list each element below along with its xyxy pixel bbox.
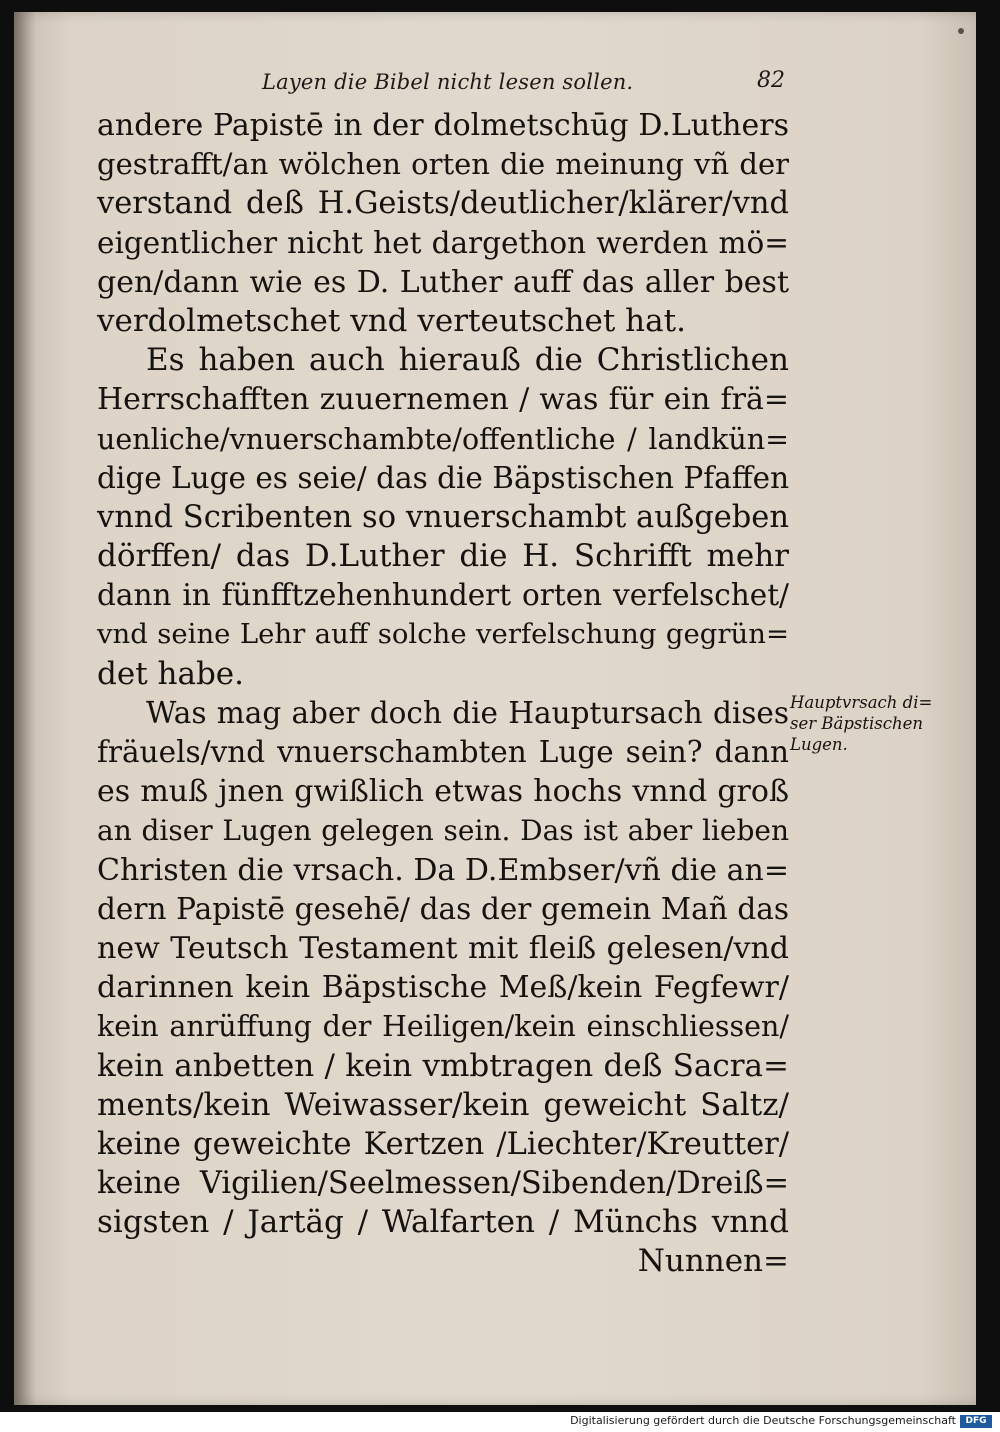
text-line: dige Luge es seie/ das die Bäpstischen Pfaffen [97, 460, 790, 495]
text-line: kein anbetten / kein vmbtragen deß Sacra= [97, 1047, 789, 1084]
text-line: Herrschafften zuuernemen / was für ein frä= [97, 382, 789, 418]
text-line: kein anrüffung der Heiligen/kein einschliessen/ [97, 1010, 789, 1044]
text-line: dann in fünfftzehenhundert orten verfelschet/ [97, 578, 789, 613]
text-line: andere Papistē in der dolmetschūg D.Luthers [97, 108, 789, 143]
text-line: gestrafft/an wölchen orten die meinung vñ der [97, 147, 789, 182]
text-line: vnd seine Lehr auff solche verfelschung gegrün= [97, 618, 789, 651]
text-line: fräuels/vnd vnuerschambten Luge sein? dann [97, 735, 789, 769]
paragraph-3 [97, 694, 789, 1282]
text-line: darinnen kein Bäpstische Meß/kein Fegfewr/ [97, 970, 789, 1006]
text-line: keine geweichte Kertzen /Liechter/Kreutter/ [97, 1126, 789, 1162]
text-line: es muß jnen gwißlich etwas hochs vnnd groß [97, 774, 789, 810]
marginal-note [790, 692, 965, 755]
dfg-logo: DFG [960, 1415, 992, 1428]
marginal-note-line: Lugen. [790, 735, 848, 754]
text-line: ments/kein Weiwasser/kein geweicht Saltz/ [97, 1086, 789, 1123]
text-line: eigentlicher nicht het dargethon werden mö= [97, 225, 789, 260]
text-line: dern Papistē gesehē/ das der gemein Mañ das [97, 891, 789, 926]
text-line: Es haben auch hierauß die Christlichen [146, 342, 789, 379]
body-text [97, 106, 789, 1282]
text-line: gen/dann wie es D. Luther auff das aller best [97, 264, 789, 300]
gutter-shadow [14, 12, 36, 1405]
text-line: verdolmetschet vnd verteutschet hat. [97, 302, 686, 339]
ink-speck [958, 28, 964, 34]
text-line: sigsten / Jartäg / Walfarten / Münchs vnnd [97, 1204, 789, 1241]
paragraph-2 [97, 341, 789, 694]
funding-credit: Digitalisierung gefördert durch die Deutsche Forschungsgemeinschaft [570, 1414, 956, 1427]
text-line: verstand deß H.Geists/deutlicher/klärer/vnd [97, 186, 789, 222]
page-number: 82 [757, 68, 785, 93]
marginal-note-line: Hauptvrsach di= [790, 693, 933, 712]
text-line: keine Vigilien/Seelmessen/Sibenden/Dreiß= [97, 1166, 789, 1202]
marginal-note-line: ser Bäpstischen [790, 714, 923, 733]
text-line: det habe. [97, 655, 244, 692]
text-line: dörffen/ das D.Luther die H. Schrifft mehr [97, 538, 789, 575]
text-line: new Teutsch Testament mit fleiß gelesen/vnd [97, 930, 789, 966]
text-line: Christen die vrsach. Da D.Embser/vñ die an= [97, 852, 789, 888]
text-line: an diser Lugen gelegen sein. Das ist aber lieben [97, 814, 789, 848]
text-line: Was mag aber doch die Hauptursach dises [146, 695, 789, 730]
text-line: uenliche/vnuerschambte/offentliche / landkün= [97, 422, 789, 456]
text-line: vnnd Scribenten so vnuerschambt außgeben [97, 499, 789, 535]
catchword: Nunnen= [637, 1243, 789, 1280]
paragraph-1 [97, 106, 789, 341]
running-head: Layen die Bibel nicht lesen sollen. [262, 70, 634, 94]
